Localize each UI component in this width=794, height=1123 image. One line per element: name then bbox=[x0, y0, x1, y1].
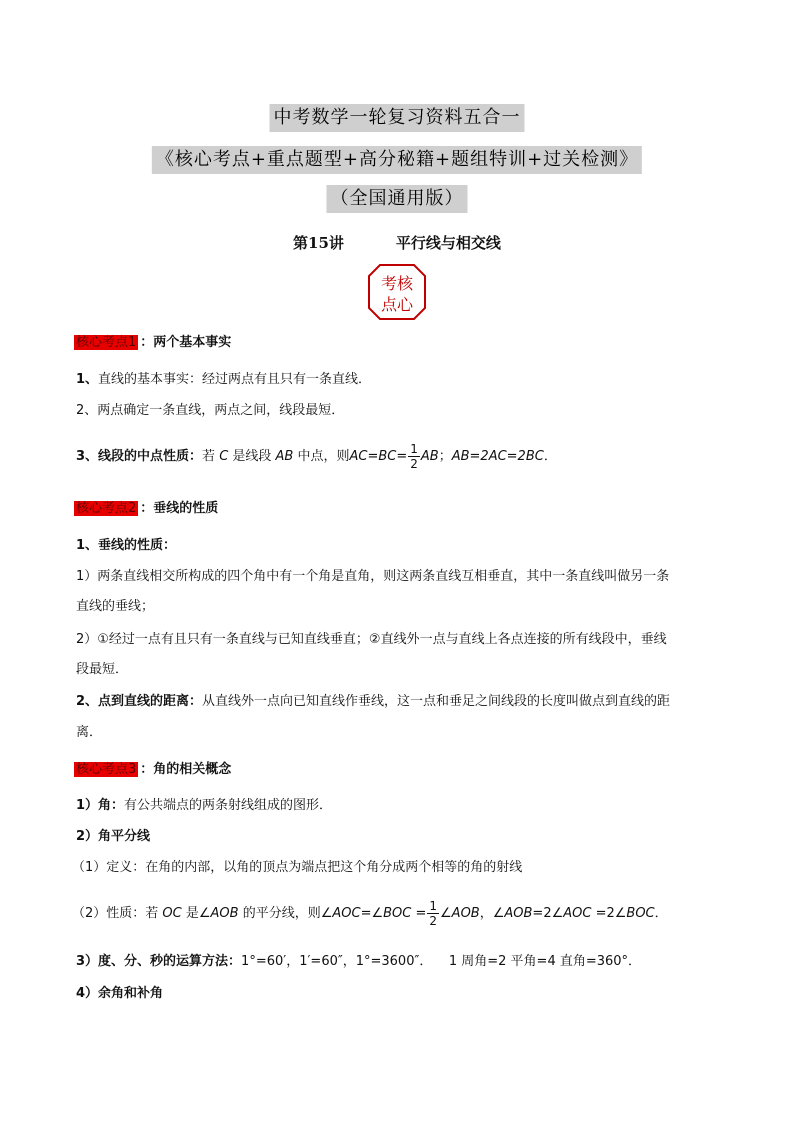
paragraph-formula: （2）性质：若 OC 是∠AOB 的平分线，则∠AOC=∠BOC = $\frac{1}{2}$ ∠AOB，∠AOB=2∠AOC =2∠BOC． bbox=[72, 899, 668, 928]
series-title: 《核心考点+重点题型+高分秘籍+题组特训+过关检测》 bbox=[152, 146, 642, 174]
paragraph: 直线的垂线； bbox=[76, 599, 155, 614]
paragraph: 段最短． bbox=[76, 662, 129, 677]
section-heading-3 bbox=[74, 761, 231, 779]
paragraph: 1）两条直线相交所构成的四个角中有一个角是直角，则这两条直线互相垂直，其中一条直线叫做另一条 bbox=[76, 569, 670, 584]
section-title: ：角的相关概念 bbox=[140, 762, 232, 777]
section-heading-1 bbox=[74, 334, 231, 352]
core-points-seal-icon bbox=[368, 264, 426, 320]
seal-line1: 考核 bbox=[380, 274, 414, 293]
paragraph: 2）①经过一点有且只有一条直线与已知直线垂直；②直线外一点与直线上各点连接的所有线段中，垂线 bbox=[76, 632, 667, 647]
section-tag: 核心考点1 bbox=[76, 335, 137, 350]
paragraph: 1、垂线的性质： bbox=[76, 538, 177, 553]
paragraph: 2）角平分线 bbox=[76, 829, 151, 844]
paragraph: 1）角：有公共端点的两条射线组成的图形． bbox=[76, 798, 333, 813]
section-title: ：垂线的性质 bbox=[140, 501, 219, 516]
section-tag: 核心考点3 bbox=[76, 762, 137, 777]
paragraph: 2、点到直线的距离：从直线外一点向已知直线作垂线，这一点和垂足之间线段的长度叫做点到直线的距 bbox=[76, 694, 671, 709]
main-title: 中考数学一轮复习资料五合一 bbox=[270, 104, 525, 132]
paragraph: 1、直线的基本事实：经过两点有且只有一条直线． bbox=[76, 372, 372, 387]
lecture-title: 平行线与相交线 bbox=[395, 234, 501, 252]
section-tag: 核心考点2 bbox=[76, 501, 137, 516]
seal-line2: 点心 bbox=[380, 295, 414, 314]
edition-title: （全国通用版） bbox=[327, 185, 468, 213]
section-heading-2 bbox=[74, 500, 218, 518]
section-title: ：两个基本事实 bbox=[140, 335, 232, 350]
paragraph: （1）定义：在角的内部，以角的顶点为端点把这个角分成两个相等的角的射线 bbox=[72, 860, 523, 875]
paragraph: 3）度、分、秒的运算方法：1°=60′，1′=60″，1°=3600″． 1 周角=2 平角=4 直角=360°． bbox=[76, 954, 642, 969]
lecture-number: 第15讲 bbox=[293, 234, 344, 252]
paragraph-formula: 3、线段的中点性质：若 C 是线段 AB 中点，则AC=BC= $\frac{1}{2}$ AB；AB=2AC=2BC． bbox=[76, 442, 557, 471]
paragraph: 2、两点确定一条直线，两点之间，线段最短． bbox=[76, 403, 345, 418]
fraction: $\frac{1}{2}$ bbox=[429, 899, 438, 928]
paragraph: 4）余角和补角 bbox=[76, 986, 164, 1001]
fraction: $\frac{1}{2}$ bbox=[410, 442, 418, 471]
lecture-heading bbox=[0, 232, 794, 253]
paragraph: 离． bbox=[76, 725, 103, 740]
